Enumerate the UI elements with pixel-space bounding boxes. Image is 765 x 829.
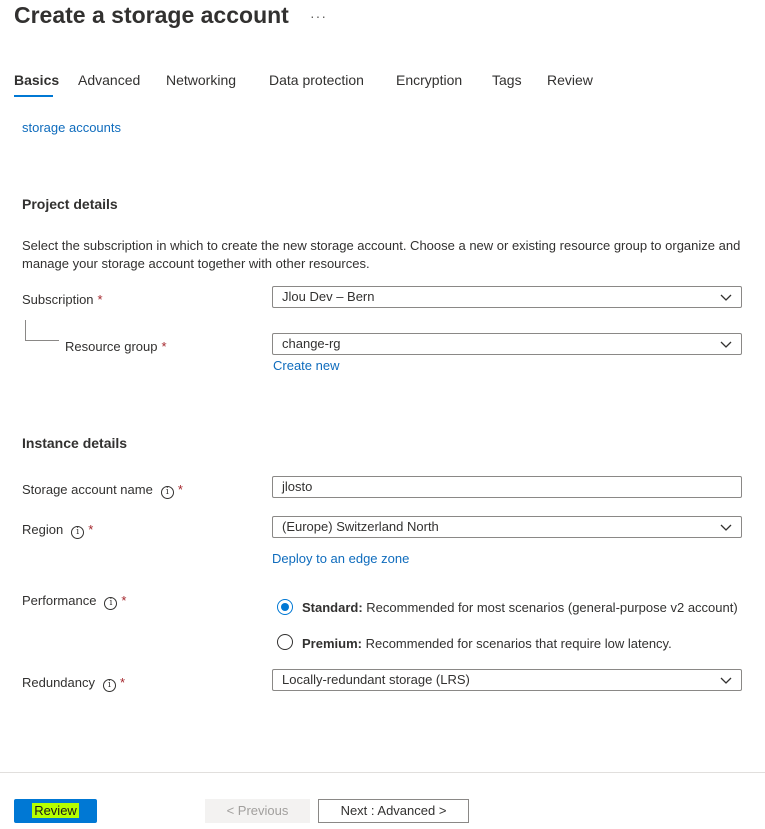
tab-basics[interactable]: Basics [14, 72, 60, 88]
performance-premium-radio[interactable] [277, 634, 293, 650]
tab-review[interactable]: Review [547, 72, 593, 88]
storage-account-name-label: Storage account name i * [22, 482, 183, 497]
footer-divider [0, 772, 765, 773]
storage-account-name-value: jlosto [282, 479, 313, 494]
info-icon[interactable]: i [161, 486, 174, 499]
page-title: Create a storage account [14, 2, 289, 28]
redundancy-label: Redundancy i * [22, 675, 126, 690]
more-options-button[interactable]: ··· [310, 8, 327, 24]
tab-encryption[interactable]: Encryption [396, 72, 463, 88]
performance-standard-radio[interactable] [277, 599, 293, 615]
performance-premium-label[interactable]: Premium: Recommended for scenarios that require low latency. [302, 636, 672, 651]
chevron-down-icon [719, 337, 733, 351]
deploy-edge-zone-link[interactable]: Deploy to an edge zone [272, 551, 410, 566]
resource-group-select[interactable] [272, 333, 742, 355]
subscription-value: Jlou Dev – Bern [282, 289, 375, 304]
tab-data-protection[interactable]: Data protection [269, 72, 364, 88]
chevron-down-icon [719, 673, 733, 687]
instance-details-heading: Instance details [22, 435, 128, 451]
create-new-link[interactable]: Create new [273, 358, 340, 373]
info-icon[interactable]: i [103, 679, 116, 692]
info-icon[interactable]: i [71, 526, 84, 539]
previous-button[interactable]: < Previous [205, 799, 310, 823]
tab-advanced[interactable]: Advanced [78, 72, 141, 88]
region-value: (Europe) Switzerland North [282, 519, 439, 534]
performance-label: Performance i * [22, 593, 127, 608]
tab-tags[interactable]: Tags [492, 72, 522, 88]
resource-group-value: change-rg [282, 336, 341, 351]
project-details-heading: Project details [22, 196, 118, 212]
chevron-down-icon [719, 290, 733, 304]
redundancy-value: Locally-redundant storage (LRS) [282, 672, 470, 687]
storage-accounts-link[interactable]: storage accounts [22, 120, 122, 135]
project-details-description: Select the subscription in which to create the new storage account. Choose a new or existing resource group to organize and manage your storage account together with other resources. [22, 238, 741, 271]
resource-group-label: Resource group * [65, 339, 167, 354]
info-icon[interactable]: i [104, 597, 117, 610]
active-tab-indicator [14, 95, 53, 97]
region-label: Region i * [22, 522, 94, 537]
tab-networking[interactable]: Networking [166, 72, 237, 88]
redundancy-select[interactable] [272, 669, 742, 691]
storage-account-name-input[interactable] [272, 476, 742, 498]
subscription-label: Subscription * [22, 292, 103, 307]
next-advanced-button[interactable]: Next : Advanced > [318, 799, 469, 823]
performance-standard-label[interactable]: Standard: Recommended for most scenarios (general-purpose v2 account) [302, 600, 738, 615]
review-button[interactable]: Review [14, 799, 97, 823]
chevron-down-icon [719, 520, 733, 534]
tree-connector [25, 320, 59, 341]
subscription-select[interactable] [272, 286, 742, 308]
region-select[interactable] [272, 516, 742, 538]
